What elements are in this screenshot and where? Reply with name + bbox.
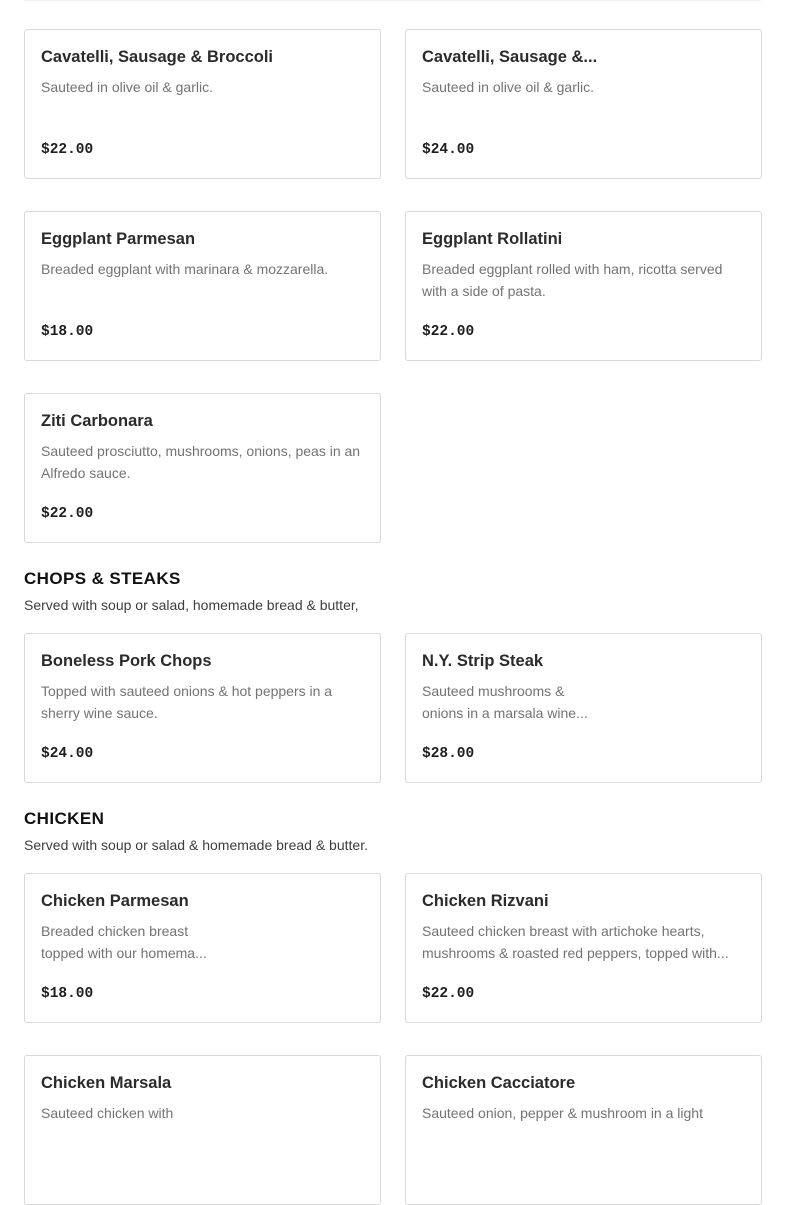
- menu-item-price: $24.00: [41, 746, 94, 762]
- menu-item-description: Sauteed chicken with: [41, 1105, 174, 1121]
- section-title: CHOPS & STEAKS: [24, 569, 181, 588]
- menu-item-price: $28.00: [422, 746, 475, 762]
- section-subtitle: Served with soup or salad & homemade bread & butter.: [24, 837, 368, 853]
- menu-item-description: Sauteed in olive oil & garlic.: [41, 79, 213, 95]
- menu-item-name: Chicken Rizvani: [422, 892, 549, 910]
- menu-item-description: Sauteed chicken breast with artichoke hearts, mushrooms & roasted red peppers, topped with...: [422, 923, 729, 961]
- menu-item-description: Breaded chicken breast topped with our homema...: [41, 923, 207, 961]
- menu-item-card[interactable]: [405, 873, 762, 1023]
- menu-item-description: Topped with sauteed onions & hot peppers in a sherry wine sauce.: [41, 683, 333, 721]
- menu-item-card[interactable]: [24, 211, 381, 361]
- menu-item-description: Sauteed prosciutto, mushrooms, onions, peas in an Alfredo sauce.: [41, 443, 361, 481]
- menu-item-card[interactable]: [24, 1055, 381, 1205]
- menu-item-name: Chicken Cacciatore: [422, 1074, 576, 1092]
- menu-item-price: $18.00: [41, 986, 94, 1002]
- menu-item-price: $22.00: [41, 506, 94, 522]
- menu-item-card[interactable]: [405, 1055, 762, 1205]
- section-subtitle: Served with soup or salad, homemade bread & butter,: [24, 597, 359, 613]
- menu-item-description: Breaded eggplant rolled with ham, ricotta served with a side of pasta.: [422, 261, 723, 299]
- menu-item-price: $24.00: [422, 142, 475, 158]
- menu-item-description: Sauteed in olive oil & garlic.: [422, 79, 594, 95]
- menu-item-name: Cavatelli, Sausage &...: [422, 48, 598, 66]
- menu-item-name: Chicken Parmesan: [41, 892, 189, 910]
- menu-item-name: Eggplant Parmesan: [41, 230, 196, 248]
- menu-item-description: Sauteed onion, pepper & mushroom in a light: [422, 1105, 703, 1121]
- menu-item-description: Sauteed mushrooms & onions in a marsala wine...: [422, 683, 588, 721]
- menu-item-card[interactable]: [24, 873, 381, 1023]
- menu-item-name: N.Y. Strip Steak: [422, 652, 544, 670]
- menu-item-price: $18.00: [41, 324, 94, 340]
- menu-item-price: $22.00: [422, 324, 475, 340]
- menu-item-card[interactable]: [405, 633, 762, 783]
- menu-item-card[interactable]: [405, 29, 762, 179]
- divider: [24, 0, 761, 1]
- menu-item-name: Cavatelli, Sausage & Broccoli: [41, 48, 274, 66]
- menu-item-name: Eggplant Rollatini: [422, 230, 563, 248]
- menu-item-card[interactable]: [24, 393, 381, 543]
- menu-item-price: $22.00: [422, 986, 475, 1002]
- menu-item-price: $22.00: [41, 142, 94, 158]
- menu-item-card[interactable]: [24, 633, 381, 783]
- menu-item-card[interactable]: [405, 211, 762, 361]
- menu-item-name: Ziti Carbonara: [41, 412, 153, 430]
- menu-item-description: Breaded eggplant with marinara & mozzarella.: [41, 261, 329, 277]
- menu-item-card[interactable]: [24, 29, 381, 179]
- menu-item-name: Chicken Marsala: [41, 1074, 172, 1092]
- section-title: CHICKEN: [24, 809, 105, 828]
- menu-item-name: Boneless Pork Chops: [41, 652, 212, 670]
